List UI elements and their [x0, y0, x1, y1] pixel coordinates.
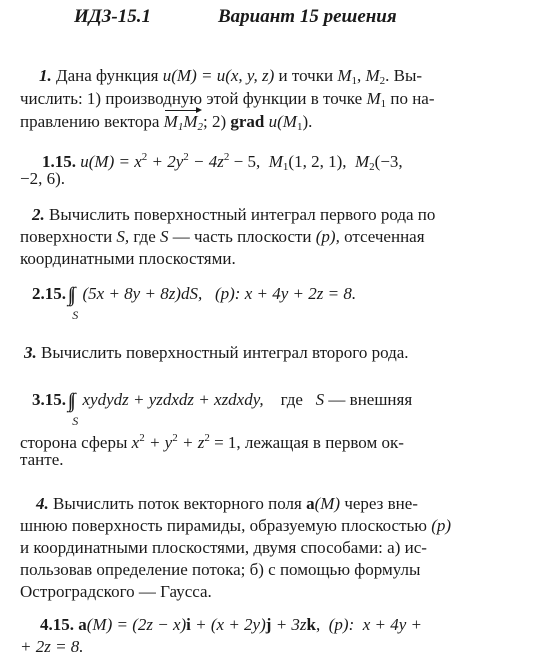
task3-line1: 3. Вычислить поверхностный интеграл второго рода.: [24, 343, 409, 362]
task4-line3: и координатными плоскостями, двумя способами: а) ис-: [20, 538, 427, 557]
task4v-number: 4.15.: [40, 615, 74, 634]
task2v-number: 2.15.: [32, 284, 66, 303]
task1v-line2: −2, 6).: [20, 169, 65, 188]
task1v-number: 1.15.: [42, 152, 76, 171]
task4-line5: Остроградского — Гаусса.: [20, 582, 212, 601]
task3-number: 3.: [24, 343, 37, 362]
task3v-line1: 3.15. S xydydz + yzdxdz + xzdxdy, где S — внешняя: [32, 390, 413, 428]
task4v-line1: 4.15. a(M) = (2z − x)i + (x + 2y)j + 3zk, (p): x + 4y +: [40, 615, 423, 634]
task4-line4: пользовав определение потока; б) с помощью формулы: [20, 560, 421, 579]
task2-line2: поверхности S, где S — часть плоскости (p), отсеченная: [20, 227, 425, 246]
task3v-line3: танте.: [20, 450, 64, 469]
task2v-line: 2.15. S (5x + 8y + 8z)dS, (p): x + 4y + 2z = 8.: [32, 284, 357, 322]
task2-number: 2.: [32, 205, 45, 224]
task4v-line2: + 2z = 8.: [20, 637, 84, 656]
vector-m1m2: $M_1M_2$: [164, 111, 203, 138]
task1v-line1: 1.15. $u(M) = x^2 + 2y^2 - 4z^2 - 5$, $M_1(1$, 2, 1), $M_2(-3$,: [42, 151, 403, 173]
header-code: ИДЗ-15.1: [74, 6, 152, 27]
task4-line2: шнюю поверхность пирамиды, образуемую плоскостью (p): [20, 516, 452, 535]
task1-line1: 1. Дана функция u(M) = u(x, y, z) и точки $M_1$, $M_2$. Вы-: [39, 66, 423, 87]
task4-number: 4.: [36, 494, 49, 513]
task1-number: 1.: [39, 66, 52, 85]
grad-label: grad: [230, 112, 265, 131]
task4-line1: 4. Вычислить поток векторного поля a(M) через вне-: [36, 494, 418, 513]
task2-line3: координатными плоскостями.: [20, 249, 236, 268]
header-variant: Вариант 15 решения: [218, 6, 397, 27]
task2-line1: 2. Вычислить поверхностный интеграл первого рода по: [32, 205, 436, 224]
task1-line3: правлению вектора $M_1M_2$; 2) grad $u(M_1)$.: [20, 111, 312, 138]
task3v-line2: сторона сферы $x^2 + y^2 + z^2 = 1$, лежащая в первом ок-: [20, 432, 404, 452]
task1-line2: числить: 1) производную этой функции в точке $M_1$ по на-: [20, 89, 435, 110]
task3v-number: 3.15.: [32, 390, 66, 409]
